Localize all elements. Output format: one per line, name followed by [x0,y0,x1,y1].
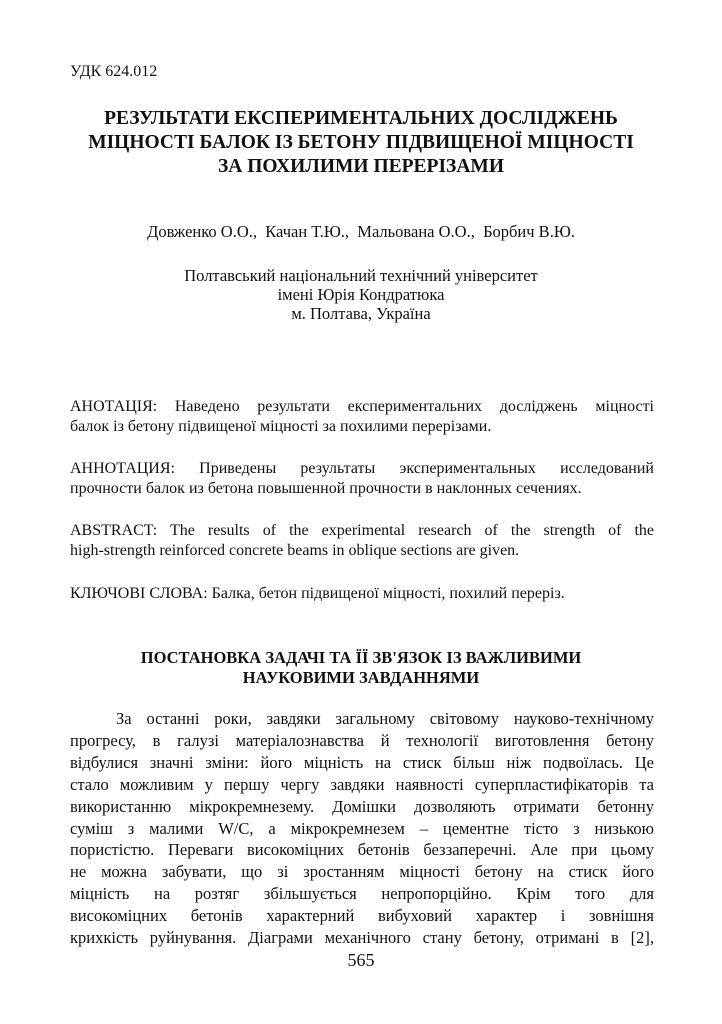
abstract-line: балок із бетону підвищеної міцності за похилими перерізами. [70,418,492,435]
body-line: високоміцних бетонів характерний вибуховий характер і зовнішня [70,906,654,926]
body-line: міцність на розтяг збільшується непропорційно. Крім того для [70,884,654,904]
body-line: стало можливим у першу чергу завдяки наявності суперпластифікаторів та [70,774,654,794]
keywords: КЛЮЧОВІ СЛОВА: Балка, бетон підвищеної міцності, похилий переріз. [70,585,565,602]
body-line: використанню мікрокремнезему. Домішки дозволяють отримати бетонну [70,796,654,816]
body-paragraph [70,708,654,949]
section-heading [60,648,662,688]
body-line: За останні роки, завдяки загальному світовому науково-технічному [116,709,654,728]
paper-title [60,107,662,179]
page-number: 565 [347,950,375,970]
title-line: МІЦНОСТІ БАЛОК ІЗ БЕТОНУ ПІДВИЩЕНОЇ МІЦНОСТІ [88,132,634,153]
body-line: не можна забувати, що зі зростанням міцності бетону на стиск його [70,862,654,882]
udc-code: УДК 624.012 [70,63,158,80]
abstract-russian [70,459,654,499]
title-line: ЗА ПОХИЛИМИ ПЕРЕРІЗАМИ [218,156,504,177]
abstract-line: АНОТАЦІЯ: Наведено результати експериментальних досліджень міцності [70,398,654,415]
abstract-line: прочности балок из бетона повышенной прочности в наклонных сечениях. [70,480,582,497]
body-line: пористістю. Переваги високоміцних бетонів беззаперечні. Але при цьому [70,840,654,860]
section-heading-line: НАУКОВИМИ ЗАВДАННЯМИ [242,668,480,687]
body-line: крихкість руйнування. Діаграми механічного стану бетону, отримані в [2], [70,928,654,948]
section-heading-line: ПОСТАНОВКА ЗАДАЧІ ТА ЇЇ ЗВ'ЯЗОК ІЗ ВАЖЛИВИМИ [140,648,582,667]
body-line: прогресу, в галузі матеріалознавства й технології виготовлення бетону [70,730,654,750]
abstract-line: high-strength reinforced concrete beams in oblique sections are given. [70,542,520,559]
abstract-line: ABSTRACT: The results of the experimental research of the strength of the [70,522,654,539]
abstract-line: АННОТАЦИЯ: Приведены результаты экспериментальных исследований [70,460,654,477]
authors-list: Довженко О.О., Качан Т.Ю., Мальована О.О., Борбич В.Ю. [147,222,575,241]
body-line: відбулися значні зміни: його міцність на стиск більш ніж подвоїлась. Це [70,752,654,772]
abstract-ukrainian [70,397,654,437]
affiliation-line: м. Полтава, Україна [291,304,431,323]
abstract-english [70,521,654,561]
affiliation-line: імені Юрія Кондратюка [277,285,445,304]
title-line: РЕЗУЛЬТАТИ ЕКСПЕРИМЕНТАЛЬНИХ ДОСЛІДЖЕНЬ [104,108,618,129]
affiliation-line: Полтавський національний технічний університет [184,266,538,285]
affiliation [60,266,662,323]
body-line: суміш з малими W/C, а мікрокремнезем – цементне тісто з низькою [70,818,654,838]
